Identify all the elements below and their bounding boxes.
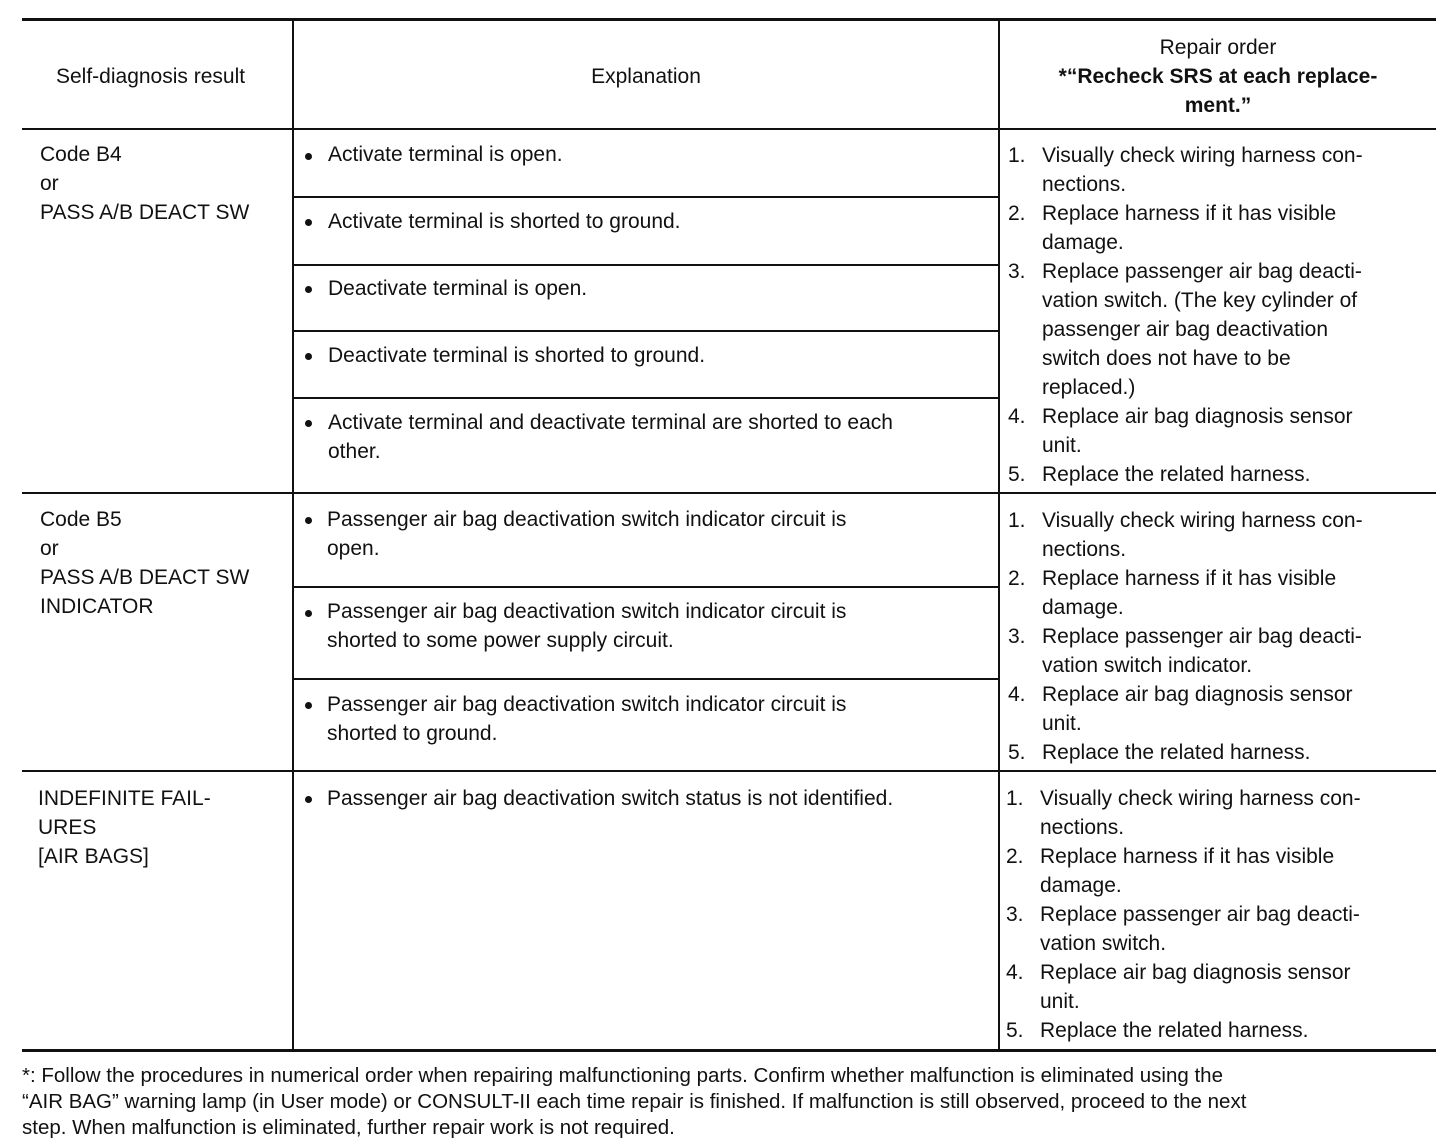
explanation-text: shorted to ground.: [327, 722, 498, 745]
bullet-icon: [305, 353, 312, 360]
explanation-text: Activate terminal and deactivate terminal are shorted to each: [328, 411, 893, 434]
explanation-text: Passenger air bag deactivation switch indicator circuit is: [327, 600, 847, 623]
repair-step-cont: vation switch. (The key cylinder of: [1042, 289, 1358, 312]
repair-step: 2. Replace harness if it has visible: [1008, 567, 1337, 590]
explanation-divider: [292, 196, 1000, 198]
column-divider-1: [292, 21, 294, 1049]
result-line: URES: [38, 816, 97, 839]
result-line: Code B5: [40, 508, 122, 531]
repair-steps: [1008, 506, 1363, 767]
result-line: or: [40, 537, 59, 560]
header-repair-order: Repair order: [1159, 36, 1277, 59]
repair-step-cont: unit.: [1040, 990, 1080, 1013]
repair-step-cont: damage.: [1040, 874, 1122, 897]
footnote-line: step. When malfunction is eliminated, further repair work is not required.: [22, 1116, 675, 1139]
repair-step: 4. Replace air bag diagnosis sensor: [1008, 683, 1353, 706]
repair-step-cont: damage.: [1042, 596, 1124, 619]
header-repair-order-note: *“Recheck SRS at each replace-: [1058, 65, 1378, 88]
repair-step-cont: nections.: [1042, 538, 1127, 561]
repair-step: 2. Replace harness if it has visible: [1006, 845, 1335, 868]
bullet-icon: [305, 702, 312, 709]
explanation-text: Passenger air bag deactivation switch indicator circuit is: [327, 508, 847, 531]
repair-steps: [1006, 784, 1361, 1045]
bullet-icon: [305, 796, 312, 803]
explanation-text: Passenger air bag deactivation switch indicator circuit is: [327, 693, 847, 716]
repair-step: 3. Replace passenger air bag deacti-: [1008, 625, 1362, 648]
repair-step: 3. Replace passenger air bag deacti-: [1008, 260, 1362, 283]
footnote-line: *: Follow the procedures in numerical order when repairing malfunctioning parts. Confirm whether malfunction is eliminated using the: [22, 1064, 1223, 1087]
column-divider-2: [998, 21, 1000, 1049]
bullet-icon: [305, 420, 312, 427]
repair-step: 3. Replace passenger air bag deacti-: [1006, 903, 1360, 926]
footnote-line: “AIR BAG” warning lamp (in User mode) or CONSULT-II each time repair is finished. If malfunction is still observed, proceed to the next: [22, 1090, 1247, 1113]
repair-step-cont: vation switch indicator.: [1042, 654, 1253, 677]
explanation-divider: [292, 397, 1000, 399]
explanation-divider: [292, 678, 1000, 680]
result-line: INDICATOR: [40, 595, 154, 618]
repair-step: 4. Replace air bag diagnosis sensor: [1008, 405, 1353, 428]
repair-step-cont: damage.: [1042, 231, 1124, 254]
bullet-icon: [305, 286, 312, 293]
repair-step: 5. Replace the related harness.: [1006, 1019, 1309, 1042]
explanation-divider: [292, 264, 1000, 266]
result-line: [AIR BAGS]: [38, 845, 149, 868]
result-line: or: [40, 172, 59, 195]
repair-step-cont: unit.: [1042, 434, 1082, 457]
repair-step: 1. Visually check wiring harness con-: [1008, 144, 1363, 167]
explanation-text: Activate terminal is open.: [328, 143, 563, 166]
repair-step-cont: nections.: [1042, 173, 1127, 196]
result-line: Code B4: [40, 143, 122, 166]
repair-step: 4. Replace air bag diagnosis sensor: [1006, 961, 1351, 984]
repair-step: 2. Replace harness if it has visible: [1008, 202, 1337, 225]
repair-step: 5. Replace the related harness.: [1008, 741, 1311, 764]
repair-step-cont: nections.: [1040, 816, 1125, 839]
bullet-icon: [305, 517, 312, 524]
explanation-divider: [292, 330, 1000, 332]
repair-step-cont: unit.: [1042, 712, 1082, 735]
row-divider-1: [22, 492, 1436, 494]
repair-step: 5. Replace the related harness.: [1008, 463, 1311, 486]
repair-step-cont: passenger air bag deactivation: [1042, 318, 1329, 341]
bullet-icon: [305, 153, 312, 160]
explanation-text: open.: [327, 537, 380, 560]
header-repair-order-note: ment.”: [1184, 94, 1252, 117]
result-line: PASS A/B DEACT SW: [40, 201, 250, 224]
explanation-text: Deactivate terminal is open.: [328, 277, 588, 300]
explanation-divider: [292, 586, 1000, 588]
explanation-text: other.: [328, 440, 381, 463]
repair-step: 1. Visually check wiring harness con-: [1008, 509, 1363, 532]
header-explanation: Explanation: [591, 65, 701, 88]
explanation-text: Passenger air bag deactivation switch status is not identified.: [327, 787, 894, 810]
repair-steps: [1008, 141, 1363, 489]
repair-step-cont: switch does not have to be: [1042, 347, 1291, 370]
result-line: PASS A/B DEACT SW: [40, 566, 250, 589]
bullet-icon: [305, 610, 312, 617]
result-line: INDEFINITE FAIL-: [38, 787, 211, 810]
header-divider: [22, 128, 1436, 130]
repair-step-cont: vation switch.: [1040, 932, 1167, 955]
footnote: [22, 1063, 1436, 1141]
row-divider-2: [22, 770, 1436, 772]
header-self-diagnosis-result: Self-diagnosis result: [56, 65, 246, 88]
explanation-text: Deactivate terminal is shorted to ground.: [328, 344, 706, 367]
repair-step: 1. Visually check wiring harness con-: [1006, 787, 1361, 810]
explanation-text: Activate terminal is shorted to ground.: [328, 210, 681, 233]
repair-step-cont: replaced.): [1042, 376, 1136, 399]
explanation-text: shorted to some power supply circuit.: [327, 629, 674, 652]
bullet-icon: [305, 219, 312, 226]
